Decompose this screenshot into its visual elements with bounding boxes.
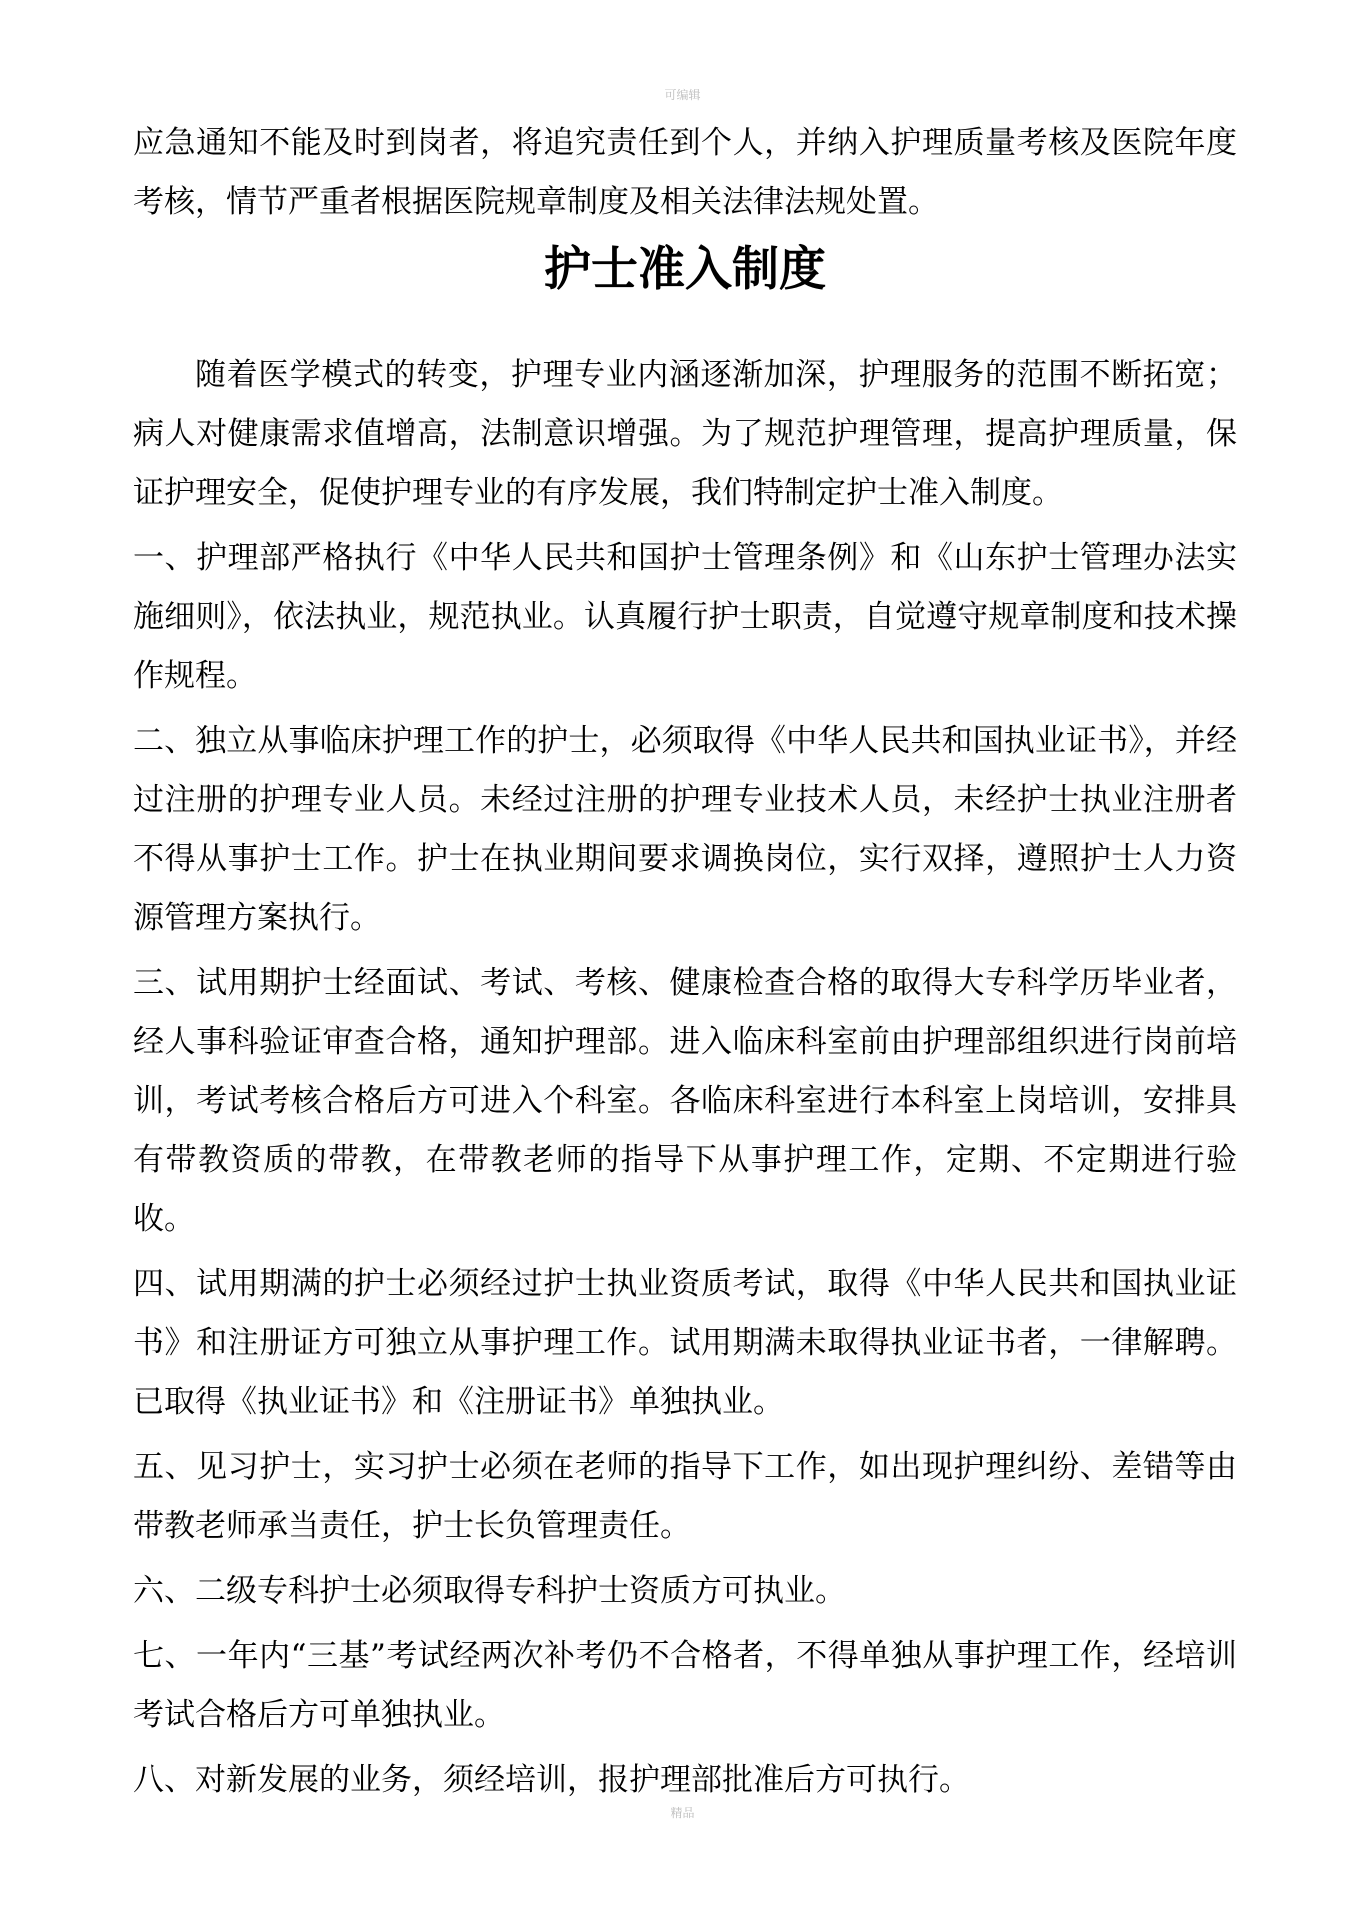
- footer-watermark: 精品: [670, 1806, 695, 1820]
- rule-item-5: 五、见习护士，实习护士必须在老师的指导下工作，如出现护理纠纷、差错等由带教老师承当责任，护士长负管理责任。: [133, 1449, 1237, 1544]
- header-watermark: 可编辑: [664, 88, 701, 102]
- rule-item-4: 四、试用期满的护士必须经过护士执业资质考试，取得《中华人民共和国执业证书》和注册证方可独立从事护理工作。试用期满未取得执业证书者，一律解聘。已取得《执业证书》和《注册证书》单独执业。: [133, 1266, 1237, 1420]
- document-title: 护士准入制度: [544, 242, 826, 297]
- rule-item-7: 七、一年内“三基”考试经两次补考仍不合格者，不得单独从事护理工作，经培训考试合格后方可单独执业。: [133, 1638, 1237, 1733]
- preface-paragraph: 随着医学模式的转变，护理专业内涵逐渐加深，护理服务的范围不断拓宽；病人对健康需求值增高，法制意识增强。为了规范护理管理，提高护理质量，保证护理安全，促使护理专业的有序发展，我们特制定护士准入制度。: [133, 357, 1237, 511]
- rule-item-6: 六、二级专科护士必须取得专科护士资质方可执业。: [133, 1573, 846, 1609]
- rule-item-1: 一、护理部严格执行《中华人民共和国护士管理条例》和《山东护士管理办法实施细则》，依法执业，规范执业。认真履行护士职责，自觉遵守规章制度和技术操作规程。: [133, 540, 1237, 694]
- rule-item-8: 八、对新发展的业务，须经培训，报护理部批准后方可执行。: [133, 1762, 970, 1798]
- intro-paragraph: 应急通知不能及时到岗者，将追究责任到个人，并纳入护理质量考核及医院年度考核，情节严重者根据医院规章制度及相关法律法规处置。: [133, 125, 1237, 220]
- rule-item-3: 三、试用期护士经面试、考试、考核、健康检查合格的取得大专科学历毕业者，经人事科验证审查合格，通知护理部。进入临床科室前由护理部组织进行岗前培训，考试考核合格后方可进入个科室。各临床科室进行本科室上岗培训，安排具有带教资质的带教，在带教老师的指导下从事护理工作，定期、不定期进行验收。: [133, 965, 1237, 1237]
- document-body: [133, 114, 1237, 1816]
- rule-item-2: 二、独立从事临床护理工作的护士，必须取得《中华人民共和国执业证书》，并经过注册的护理专业人员。未经过注册的护理专业技术人员，未经护士执业注册者不得从事护士工作。护士在执业期间要求调换岗位，实行双择，遵照护士人力资源管理方案执行。: [133, 723, 1237, 936]
